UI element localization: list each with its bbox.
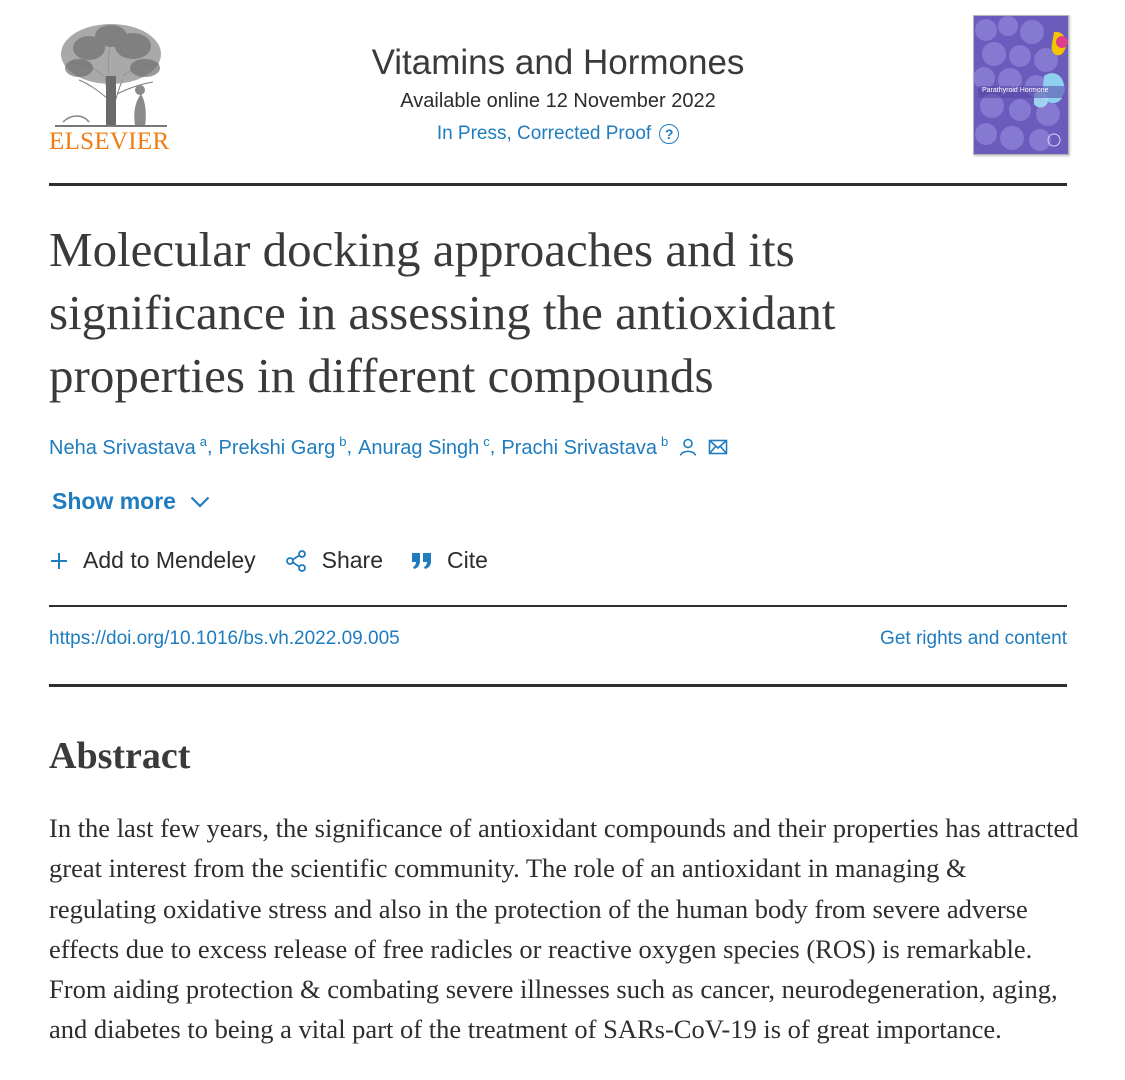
add-to-mendeley-button[interactable] [49,547,256,574]
affiliation-marker: b [339,434,347,449]
author-separator: , [489,435,496,458]
affiliation-marker: c [483,434,490,449]
share-button[interactable] [284,547,383,574]
author-name: Anurag Singh [358,437,480,459]
article-toolbar [49,547,516,574]
cover-artwork [974,16,1068,154]
journal-cover-thumbnail[interactable] [973,15,1069,155]
abstract-text: In the last few years, the significance of antioxidant compounds and their properties has attracted great interest from the scientific community. The role of an antioxidant in managing & regulating oxidative stress and also in the protection of the human body from severe adverse effects due to excess release of free radicles or reactive oxygen species (ROS) is remarkable. From aiding protection & combating severe illnesses such as cancer, neurodegeneration, aging, and diabetes to being a vital part of the treatment of SARs-CoV-19 is of great importance. [49,813,1079,1045]
share-label: Share [321,547,383,573]
add-to-mendeley-label: Add to Mendeley [83,547,256,573]
cite-button[interactable] [411,547,488,574]
show-more-button[interactable] [52,488,210,515]
author-separator: , [206,435,213,458]
doi-bar [49,605,1067,687]
question-circle-icon[interactable]: ? [659,124,679,144]
elsevier-wordmark: ELSEVIER [49,128,170,155]
affiliation-marker: a [199,434,207,449]
author-link[interactable] [49,434,207,460]
author-name: Prekshi Garg [218,437,336,459]
press-status-label: In Press, Corrected Proof [436,123,652,144]
chevron-down-icon [190,496,210,508]
doi-link[interactable]: https://doi.org/10.1016/bs.vh.2022.09.005 [49,628,400,649]
author-link[interactable] [358,434,490,460]
journal-header [49,0,1067,186]
press-status-link[interactable] [437,123,679,145]
journal-title-link[interactable]: Vitamins and Hormones [371,43,745,82]
plus-icon [49,551,69,571]
envelope-icon[interactable] [708,437,728,457]
journal-info [49,42,1067,145]
author-name: Prachi Srivastava [501,437,657,459]
person-icon[interactable] [678,437,698,457]
cover-title-text: Parathyroid Hormone [982,87,1049,94]
author-separator: , [346,435,353,458]
cite-label: Cite [447,547,488,573]
author-list [49,434,728,460]
get-rights-link[interactable]: Get rights and content [880,628,1067,649]
author-link[interactable] [501,434,668,460]
available-online-date: Available online 12 November 2022 [400,90,716,112]
article-title: Molecular docking approaches and its significance in assessing the antioxidant properties in different compounds [49,222,836,403]
author-name: Neha Srivastava [49,437,196,459]
author-link[interactable] [219,434,347,460]
show-more-label: Show more [52,488,176,514]
quote-icon [411,551,433,571]
abstract-heading: Abstract [49,735,191,777]
share-icon [284,549,308,573]
affiliation-marker: b [660,434,669,449]
